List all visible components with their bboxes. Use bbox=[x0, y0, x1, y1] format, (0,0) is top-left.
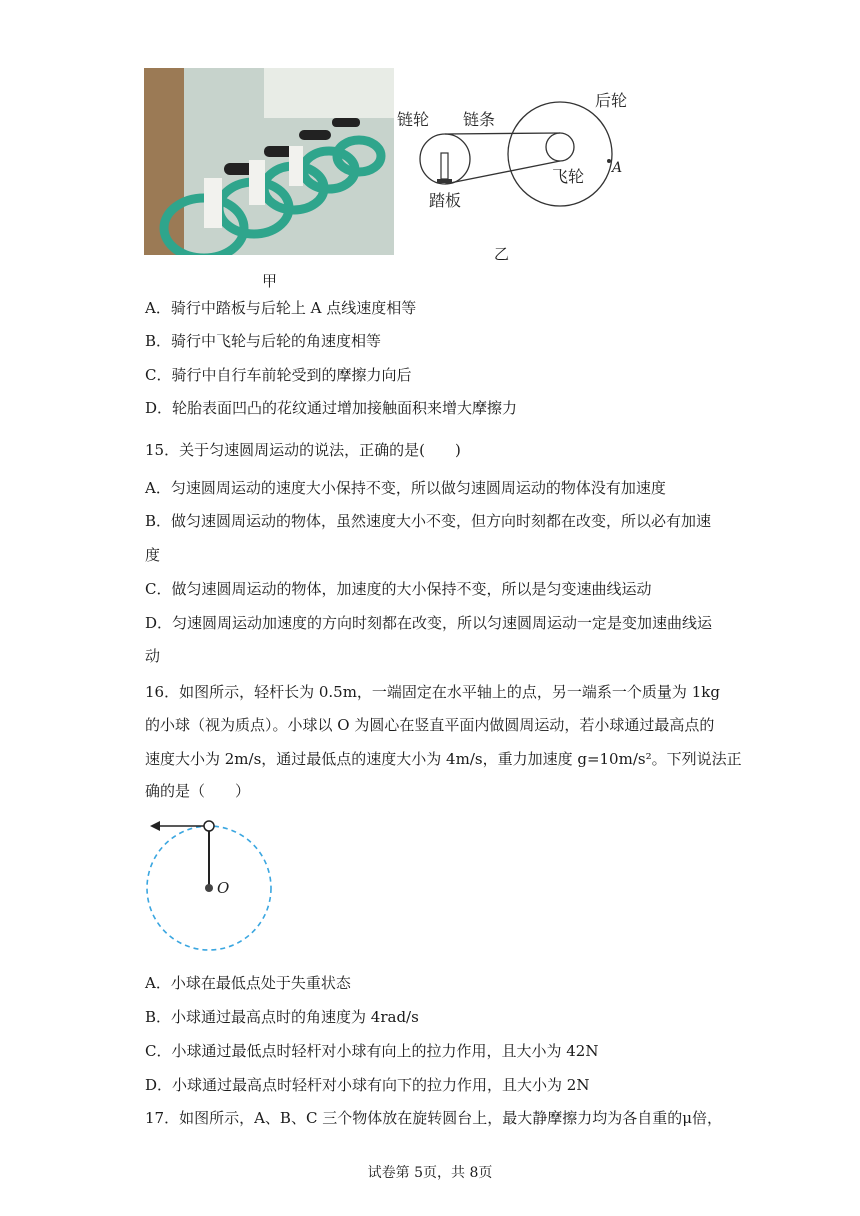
bicycle-transmission-diagram bbox=[395, 88, 655, 263]
axis-point-o bbox=[205, 884, 213, 892]
chain-top-line bbox=[445, 133, 560, 134]
q14-option-a: A．骑行中踏板与后轮上 A 点线速度相等 bbox=[145, 299, 417, 317]
q15-line: C．做匀速圆周运动的物体，加速度的大小保持不变，所以是匀变速曲线运动 bbox=[145, 580, 652, 598]
pedal-crank bbox=[441, 153, 448, 179]
page-footer: 试卷第 5页，共 8页 bbox=[367, 1165, 493, 1181]
q14-option-b: B．骑行中飞轮与后轮的角速度相等 bbox=[145, 332, 382, 350]
q14-option-d: D．轮胎表面凹凸的花纹通过增加接触面积来增大摩擦力 bbox=[145, 399, 518, 417]
rod-circle-diagram bbox=[140, 812, 290, 957]
q16-option-c: C．小球通过最低点时轻杆对小球有向上的拉力作用，且大小为 42N bbox=[145, 1042, 599, 1060]
q15-line: D．匀速圆周运动加速度的方向时刻都在改变，所以匀速圆周运动一定是变加速曲线运 bbox=[145, 614, 713, 632]
ball-top bbox=[204, 821, 214, 831]
q15-stem: 15．关于匀速圆周运动的说法，正确的是( ) bbox=[145, 441, 461, 459]
pedal-base bbox=[437, 179, 452, 183]
rear-wheel-circle bbox=[508, 102, 612, 206]
chain-label: 链条 bbox=[463, 110, 496, 129]
o-label: O bbox=[217, 879, 230, 897]
velocity-arrowhead bbox=[150, 821, 160, 831]
q15-line: B．做匀速圆周运动的物体，虽然速度大小不变，但方向时刻都在改变，所以必有加速 bbox=[145, 512, 712, 530]
q15-line: A．匀速圆周运动的速度大小保持不变，所以做匀速圆周运动的物体没有加速度 bbox=[145, 479, 666, 497]
flywheel-circle bbox=[546, 133, 574, 161]
pedal-label: 踏板 bbox=[429, 191, 462, 210]
point-a-label: A bbox=[612, 160, 623, 176]
chain-bottom-line bbox=[445, 161, 560, 184]
q15-line: 度 bbox=[145, 546, 161, 564]
bicycle-photo bbox=[144, 68, 394, 255]
q16-stem-line: 速度大小为 2m/s，通过最低点的速度大小为 4m/s，重力加速度 g=10m/s²。下列说法正 bbox=[145, 750, 742, 768]
chainwheel-circle bbox=[420, 134, 470, 184]
q16-option-a: A．小球在最低点处于失重状态 bbox=[145, 974, 351, 992]
q15-line: 动 bbox=[145, 647, 161, 665]
point-a-dot bbox=[607, 159, 611, 163]
rear-wheel-label: 后轮 bbox=[595, 91, 628, 110]
q16-option-b: B．小球通过最高点时的角速度为 4rad/s bbox=[145, 1008, 419, 1026]
q16-stem-line: 的小球（视为质点）。小球以 O 为圆心在竖直平面内做圆周运动，若小球通过最高点的 bbox=[145, 716, 715, 734]
chainwheel-label: 链轮 bbox=[397, 110, 430, 129]
photo-caption: 甲 bbox=[262, 272, 278, 290]
q16-stem-line: 16．如图所示，轻杆长为 0.5m，一端固定在水平轴上的点，另一端系一个质量为 1kg bbox=[145, 683, 720, 701]
q16-option-d: D．小球通过最高点时轻杆对小球有向下的拉力作用，且大小为 2N bbox=[145, 1076, 590, 1094]
diagram-caption: 乙 bbox=[494, 245, 510, 263]
flywheel-label: 飞轮 bbox=[552, 167, 585, 186]
q17-stem: 17．如图所示，A、B、C 三个物体放在旋转圆台上，最大静摩擦力均为各自重的μ倍， bbox=[145, 1109, 722, 1127]
q14-option-c: C．骑行中自行车前轮受到的摩擦力向后 bbox=[145, 366, 412, 384]
q16-stem-line: 确的是（ ） bbox=[145, 782, 251, 800]
bicycle-photo-illustration bbox=[144, 68, 394, 255]
